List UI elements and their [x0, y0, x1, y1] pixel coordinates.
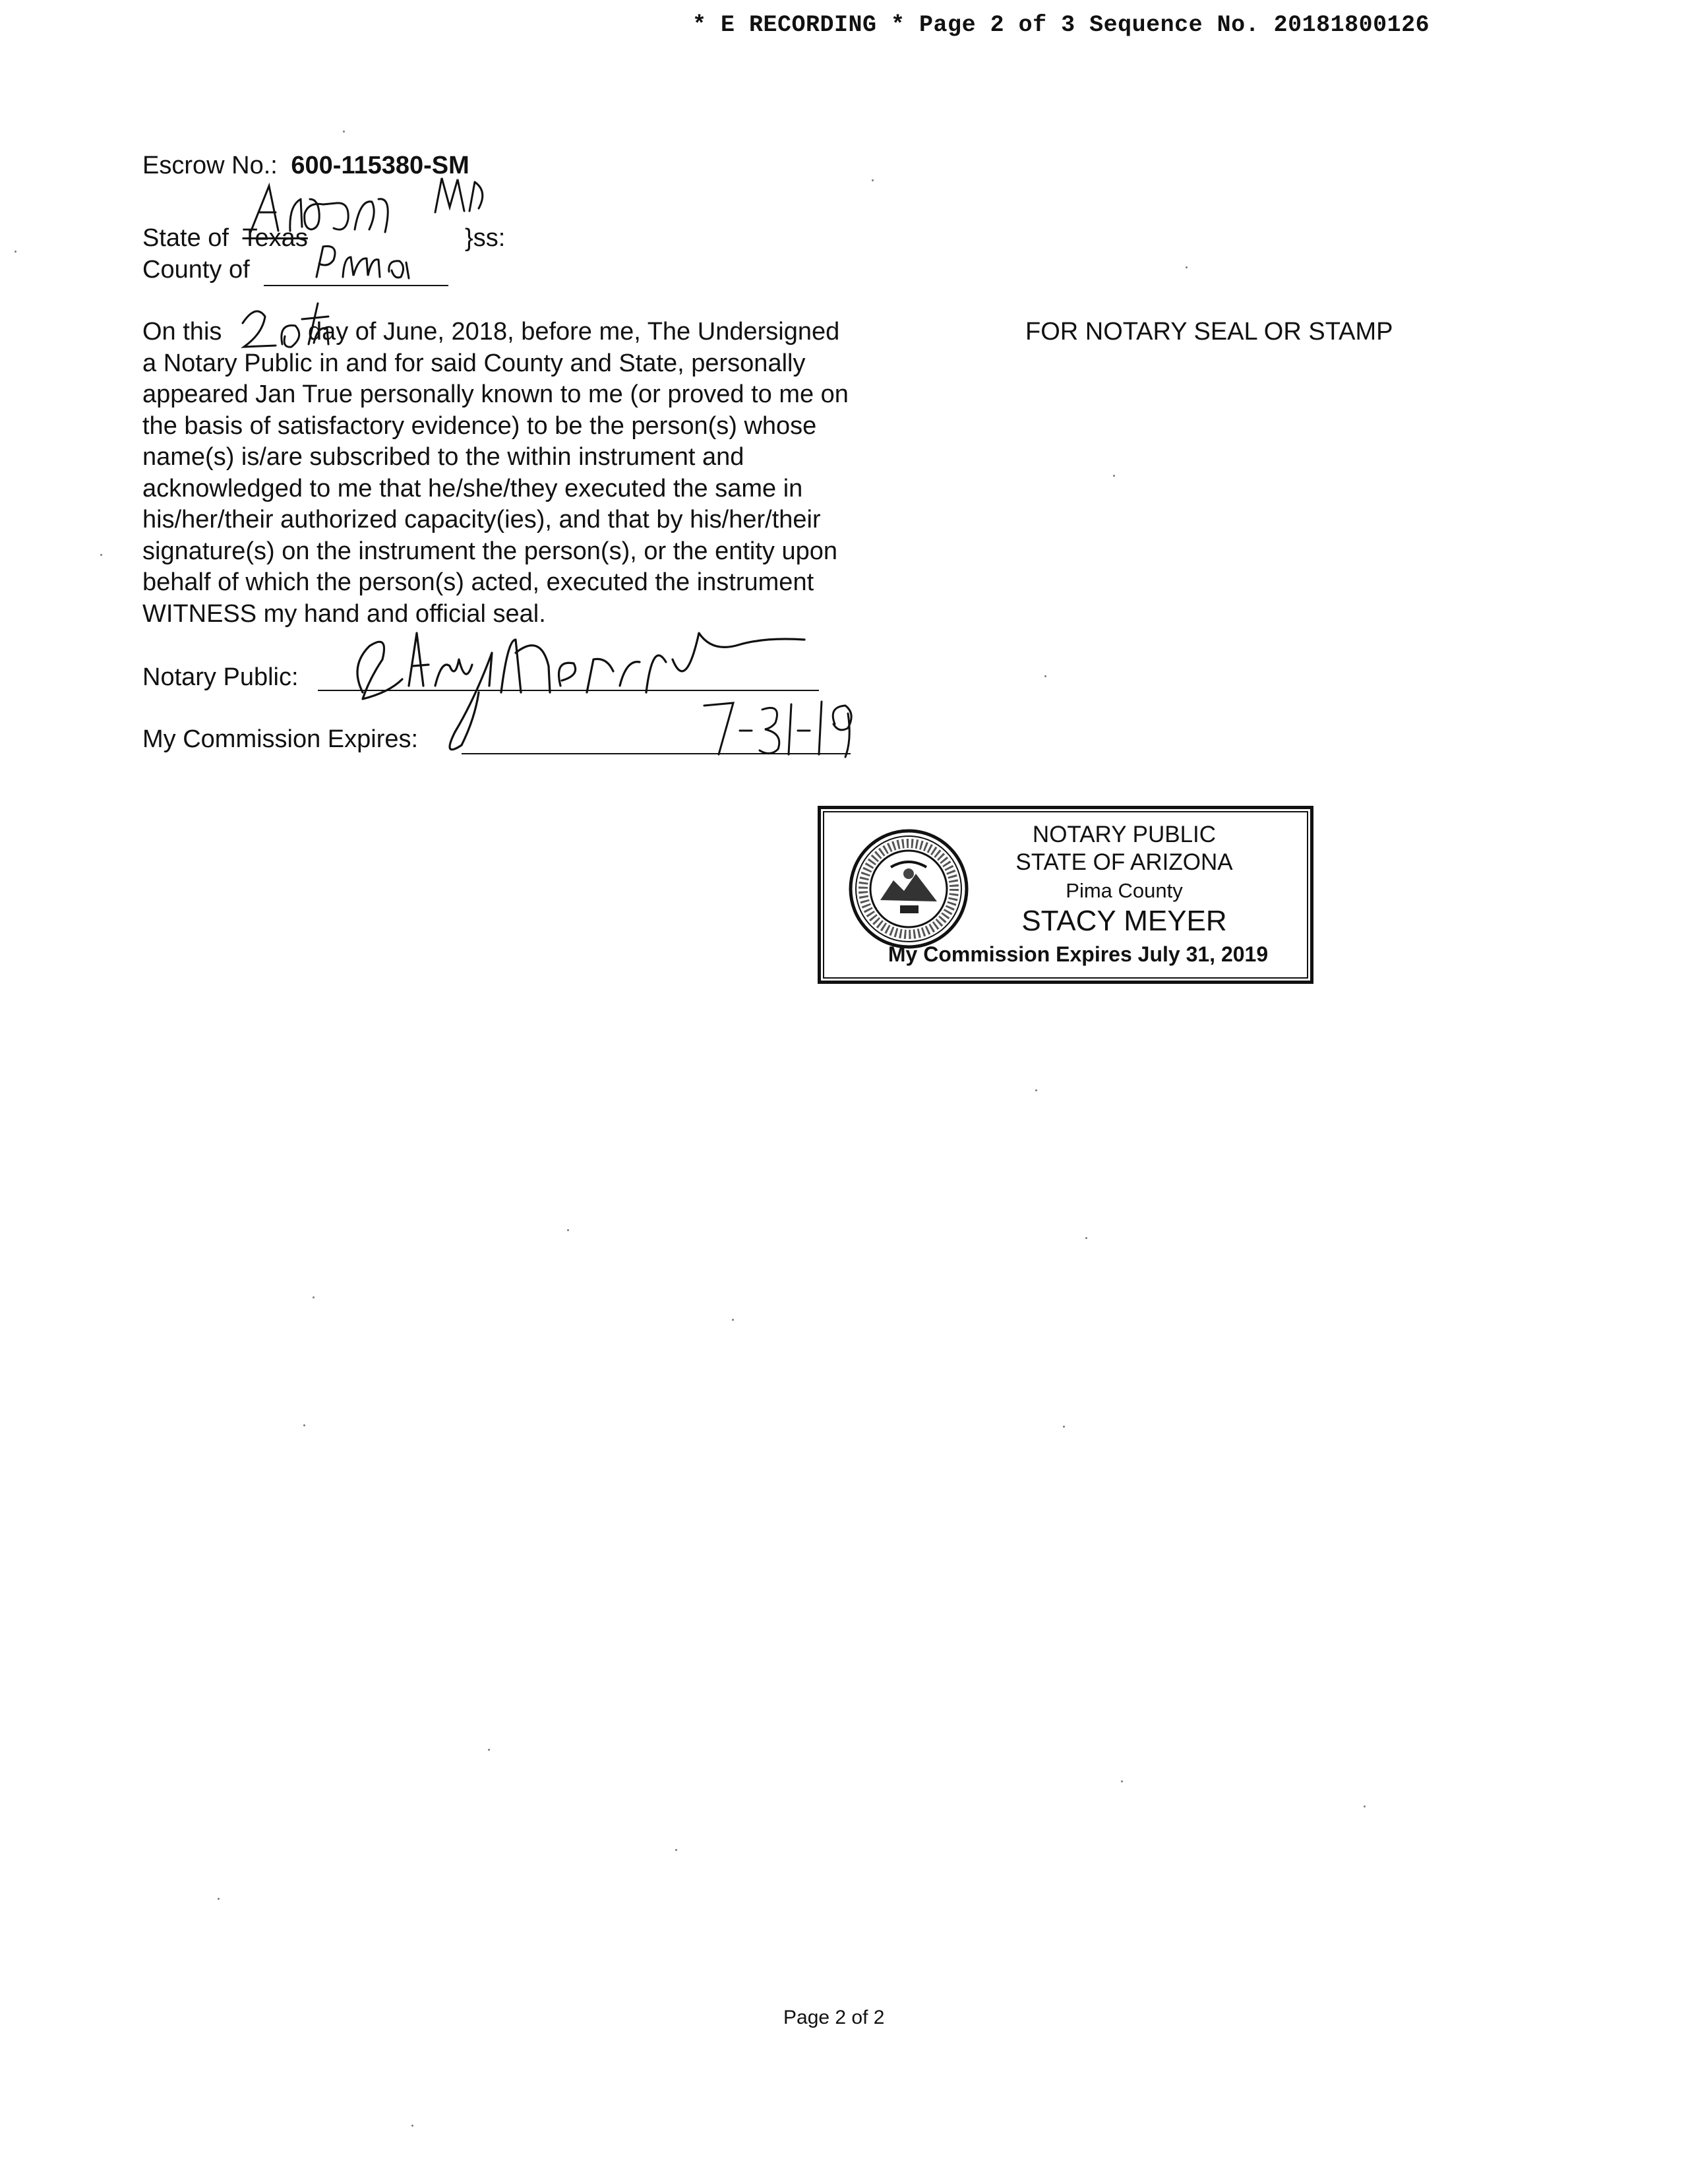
- scan-speck: [1364, 1805, 1366, 1807]
- ack-line: his/her/their authorized capacity(ies), and that by his/her/their: [142, 506, 821, 533]
- notary-stamp: [818, 806, 1313, 984]
- stamp-line-3: Pima County: [1066, 879, 1183, 902]
- county-line: [142, 255, 250, 286]
- scan-speck: [567, 1229, 569, 1231]
- county-handwriting: [310, 237, 442, 285]
- scan-speck: [343, 131, 345, 133]
- stamp-notary-name: STACY MEYER: [1021, 905, 1227, 937]
- commission-label: My Commission Expires:: [142, 725, 419, 753]
- ack-line: WITNESS my hand and official seal.: [142, 599, 546, 628]
- scan-speck: [488, 1749, 490, 1751]
- stamp-expiry: My Commission Expires July 31, 2019: [888, 942, 1269, 966]
- notary-public-label: Notary Public:: [142, 663, 299, 691]
- scan-speck: [732, 1319, 734, 1321]
- day-handwriting: [236, 297, 335, 356]
- scan-speck: [1113, 475, 1115, 477]
- ack-line: name(s) is/are subscribed to the within instrument and: [142, 443, 744, 471]
- arizona-state-seal: [847, 828, 970, 950]
- state-label: State of: [142, 224, 229, 252]
- scan-speck: [1121, 1780, 1123, 1782]
- scan-speck: [675, 1849, 677, 1851]
- scan-speck: [1044, 675, 1046, 677]
- ack-line: acknowledged to me that he/she/they executed the same in: [142, 474, 803, 502]
- state-struck-text: Texas: [242, 224, 308, 252]
- recording-header: * E RECORDING * Page 2 of 3 Sequence No. 20181800126: [692, 12, 1430, 38]
- ss-label: }ss:: [465, 224, 506, 252]
- stamp-line-1: NOTARY PUBLIC: [1032, 822, 1217, 847]
- seal-area-label: FOR NOTARY SEAL OR STAMP: [1025, 318, 1393, 346]
- escrow-label: Escrow No.:: [142, 152, 278, 179]
- ack-line: behalf of which the person(s) acted, executed the instrument: [142, 568, 814, 596]
- ack-line: a Notary Public in and for said County and State, personally: [142, 349, 806, 377]
- commission-date-handwriting: [699, 694, 864, 760]
- acknowledgment-paragraph: [142, 317, 849, 630]
- county-label: County of: [142, 256, 250, 284]
- scan-speck: [100, 554, 102, 556]
- ack-line: signature(s) on the instrument the person(s), or the entity upon: [142, 537, 837, 565]
- ack-line: appeared Jan True personally known to me (or proved to me on: [142, 380, 849, 408]
- ack-line1-rest: day of June, 2018, before me, The Undersigned: [307, 318, 840, 346]
- ack-line: the basis of satisfactory evidence) to be the person(s) whose: [142, 411, 817, 440]
- scan-speck: [1063, 1426, 1065, 1428]
- scan-speck: [1186, 266, 1188, 268]
- page-number: Page 2 of 2: [783, 2007, 885, 2028]
- scan-speck: [218, 1898, 220, 1900]
- scan-speck: [872, 179, 874, 181]
- stamp-line-2: STATE OF ARIZONA: [1015, 849, 1233, 875]
- ack-prefix: On this: [142, 318, 222, 346]
- scan-speck: [303, 1424, 305, 1426]
- scan-speck: [411, 2125, 413, 2127]
- scan-speck: [15, 251, 16, 253]
- escrow-number: 600-115380-SM: [291, 152, 469, 179]
- scan-speck: [1085, 1237, 1087, 1239]
- state-line: [142, 223, 308, 254]
- scan-speck: [313, 1296, 315, 1298]
- scan-speck: [1035, 1089, 1037, 1091]
